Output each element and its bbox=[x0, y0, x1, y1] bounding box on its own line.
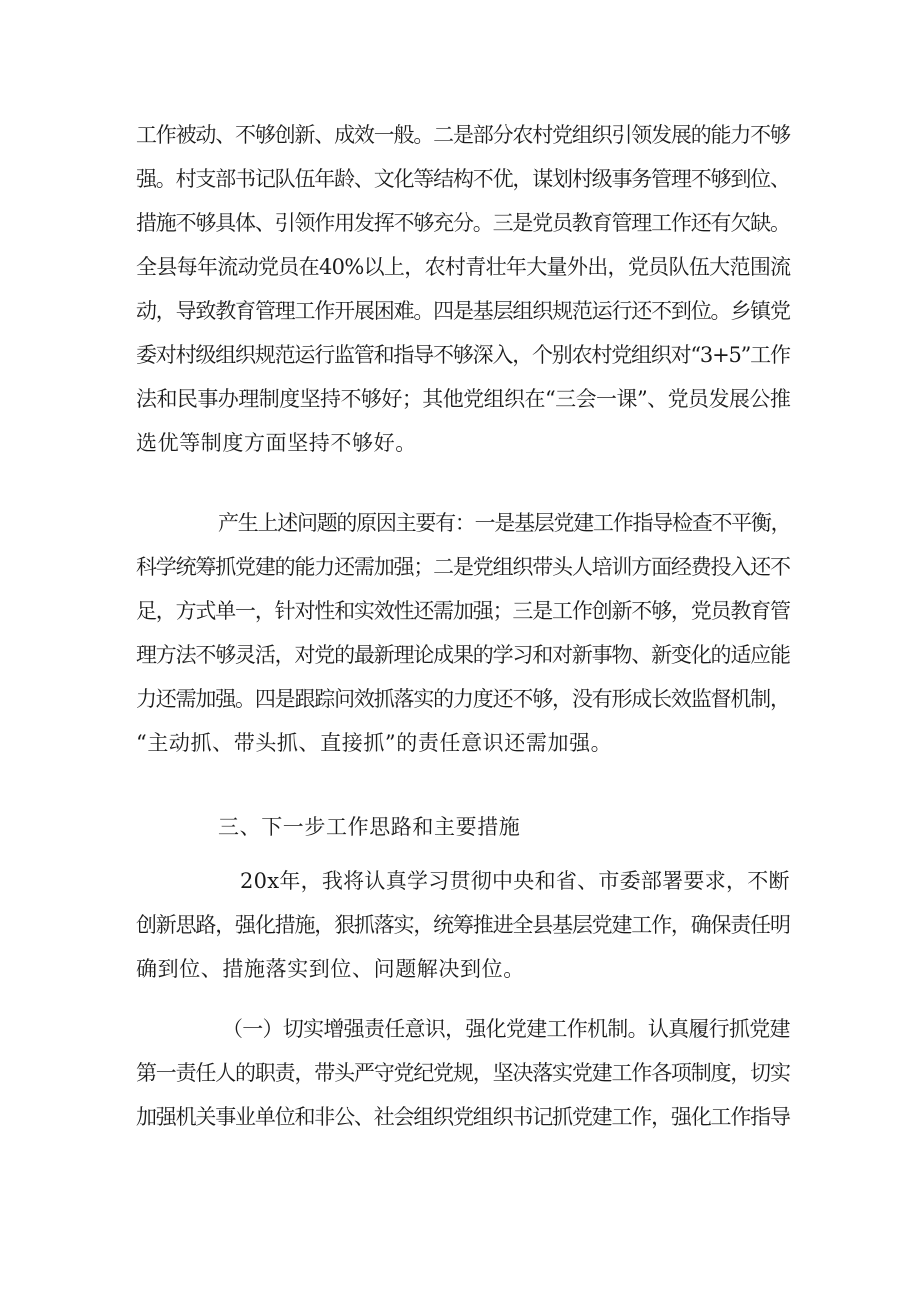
para3-line-1: 20x年，我将认真学习贯彻中央和省、市委部署要求，不断 bbox=[240, 869, 790, 893]
para1-line-8: 选优等制度方面坚持不够好。 bbox=[136, 431, 417, 455]
para2-line-2: 科学统筹抓党建的能力还需加强；二是党组织带头人培训方面经费投入还不 bbox=[136, 555, 790, 579]
para4-line-3: 加强机关事业单位和非公、社会组织党组织书记抓党建工作，强化工作指导 bbox=[136, 1105, 790, 1129]
para1-line-2: 强。村支部书记队伍年龄、文化等结构不优，谋划村级事务管理不够到位、 bbox=[136, 167, 790, 191]
para1-line-4: 全县每年流动党员在40%以上，农村青壮年大量外出，党员队伍大范围流 bbox=[136, 255, 791, 279]
para4-line-1: （一）切实增强责任意识，强化党建工作机制。认真履行抓党建 bbox=[222, 1017, 790, 1041]
section-heading-3: 三、下一步工作思路和主要措施 bbox=[218, 815, 521, 839]
para1-line-1: 工作被动、不够创新、成效一般。二是部分农村党组织引领发展的能力不够 bbox=[136, 123, 790, 147]
para3-line-2: 创新思路，强化措施，狠抓落实，统筹推进全县基层党建工作，确保责任明 bbox=[136, 913, 790, 937]
para2-line-3: 足，方式单一，针对性和实效性还需加强；三是工作创新不够，党员教育管 bbox=[136, 599, 790, 623]
para2-line-5: 力还需加强。四是跟踪问效抓落实的力度还不够，没有形成长效监督机制， bbox=[136, 687, 790, 711]
para1-line-3: 措施不够具体、引领作用发挥不够充分。三是党员教育管理工作还有欠缺。 bbox=[136, 211, 790, 235]
para1-line-7: 法和民事办理制度坚持不够好；其他党组织在“三会一课”、党员发展公推 bbox=[136, 387, 791, 411]
para2-line-1: 产生上述问题的原因主要有：一是基层党建工作指导检查不平衡， bbox=[218, 511, 791, 535]
para4-line-2: 第一责任人的职责，带头严守党纪党规，坚决落实党建工作各项制度，切实 bbox=[136, 1061, 790, 1085]
para2-line-4: 理方法不够灵活，对党的最新理论成果的学习和对新事物、新变化的适应能 bbox=[136, 643, 790, 667]
para1-line-6: 委对村级组织规范运行监管和指导不够深入，个别农村党组织对“3+5”工作 bbox=[136, 343, 790, 367]
para3-line-3: 确到位、措施落实到位、问题解决到位。 bbox=[136, 957, 525, 981]
para1-line-5: 动，导致教育管理工作开展困难。四是基层组织规范运行还不到位。乡镇党 bbox=[136, 299, 790, 323]
para2-line-6: “主动抓、带头抓、直接抓”的责任意识还需加强。 bbox=[136, 731, 613, 755]
